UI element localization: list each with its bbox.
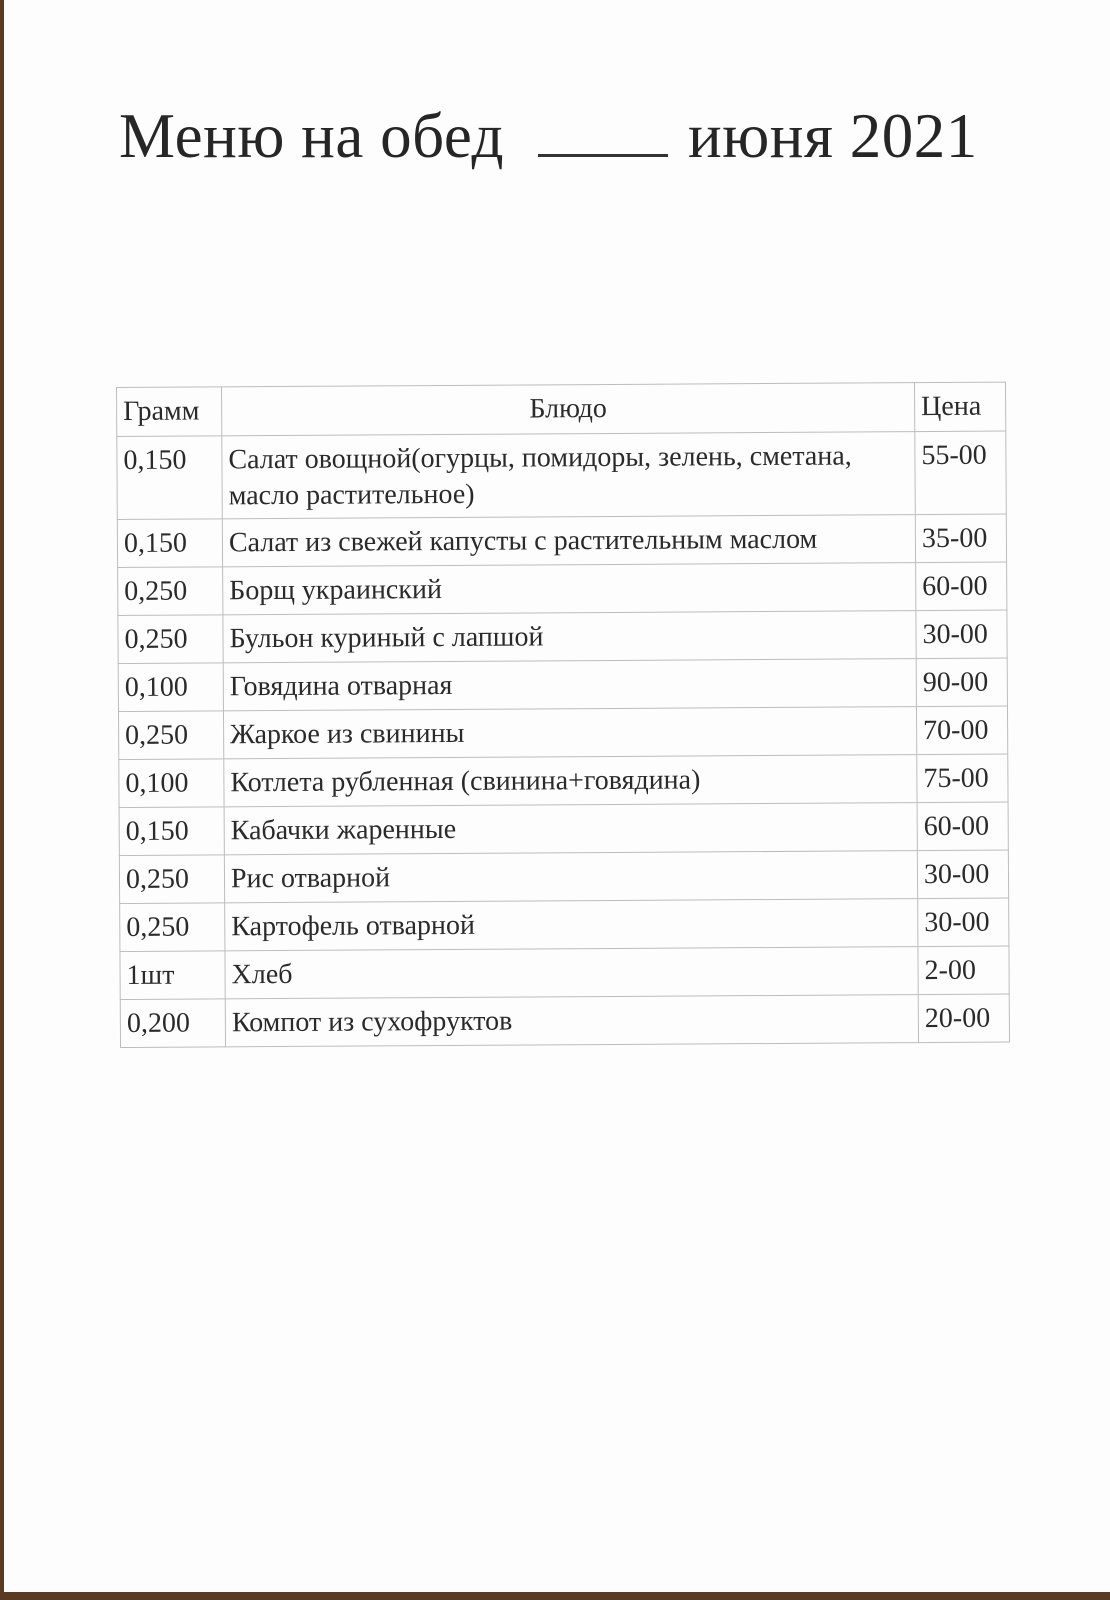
- cell-grams: 0,100: [118, 663, 223, 712]
- table-row: [119, 754, 1008, 807]
- cell-grams: 0,150: [117, 519, 222, 568]
- table-row: [118, 610, 1007, 663]
- cell-price: 30-00: [917, 850, 1008, 899]
- cell-grams: 0,250: [118, 567, 223, 616]
- cell-grams: 0,250: [118, 711, 223, 760]
- cell-price: 2-00: [918, 946, 1009, 995]
- cell-dish: Рис отварной: [224, 851, 917, 903]
- paper-sheet: [4, 0, 1110, 1592]
- cell-price: 30-00: [918, 898, 1009, 947]
- cell-grams: 0,250: [120, 903, 225, 952]
- cell-grams: 0,250: [118, 615, 223, 664]
- table-row: [120, 898, 1009, 951]
- table-row: [120, 994, 1009, 1047]
- table-row: [120, 946, 1009, 999]
- cell-grams: 1шт: [120, 951, 225, 1000]
- cell-dish: Борщ украинский: [223, 563, 916, 615]
- title-suffix: июня 2021: [688, 101, 978, 171]
- header-grams: Грамм: [117, 387, 222, 437]
- cell-grams: 0,150: [117, 436, 223, 520]
- cell-dish: Компот из сухофруктов: [225, 995, 918, 1047]
- cell-price: 60-00: [916, 562, 1007, 611]
- cell-dish: Картофель отварной: [225, 899, 918, 951]
- cell-grams: 0,100: [119, 759, 224, 808]
- menu-table: [116, 382, 1010, 1048]
- table-row: [118, 562, 1007, 615]
- cell-dish: Салат овощной(огурцы, помидоры, зелень, сметана, масло растительное): [222, 432, 915, 519]
- cell-dish: Кабачки жаренные: [224, 803, 917, 855]
- cell-grams: 0,200: [120, 999, 225, 1048]
- table-row: [119, 802, 1008, 855]
- cell-price: 90-00: [916, 658, 1007, 707]
- table-row: [117, 514, 1006, 567]
- date-blank-line: [538, 104, 668, 157]
- table-header-row: [117, 382, 1006, 436]
- cell-dish: Бульон куриный с лапшой: [223, 611, 916, 663]
- cell-dish: Котлета рубленная (свинина+говядина): [224, 755, 917, 807]
- cell-price: 20-00: [918, 994, 1009, 1043]
- header-dish: Блюдо: [222, 383, 915, 436]
- cell-price: 30-00: [916, 610, 1007, 659]
- header-price: Цена: [914, 382, 1005, 432]
- table-row: [119, 850, 1008, 903]
- cell-dish: Салат из свежей капусты с растительным маслом: [222, 515, 915, 567]
- cell-dish: Жаркое из свинины: [223, 707, 916, 759]
- cell-dish: Хлеб: [225, 947, 918, 999]
- cell-price: 60-00: [917, 802, 1008, 851]
- cell-grams: 0,250: [119, 855, 224, 904]
- cell-price: 55-00: [915, 431, 1007, 515]
- cell-price: 35-00: [915, 514, 1006, 563]
- cell-grams: 0,150: [119, 807, 224, 856]
- cell-dish: Говядина отварная: [223, 659, 916, 711]
- cell-price: 70-00: [916, 706, 1007, 755]
- cell-price: 75-00: [917, 754, 1008, 803]
- table-row: [117, 431, 1006, 519]
- table-row: [118, 706, 1007, 759]
- title-prefix: Меню на обед: [119, 101, 505, 171]
- page-title: [119, 100, 978, 173]
- table-row: [118, 658, 1007, 711]
